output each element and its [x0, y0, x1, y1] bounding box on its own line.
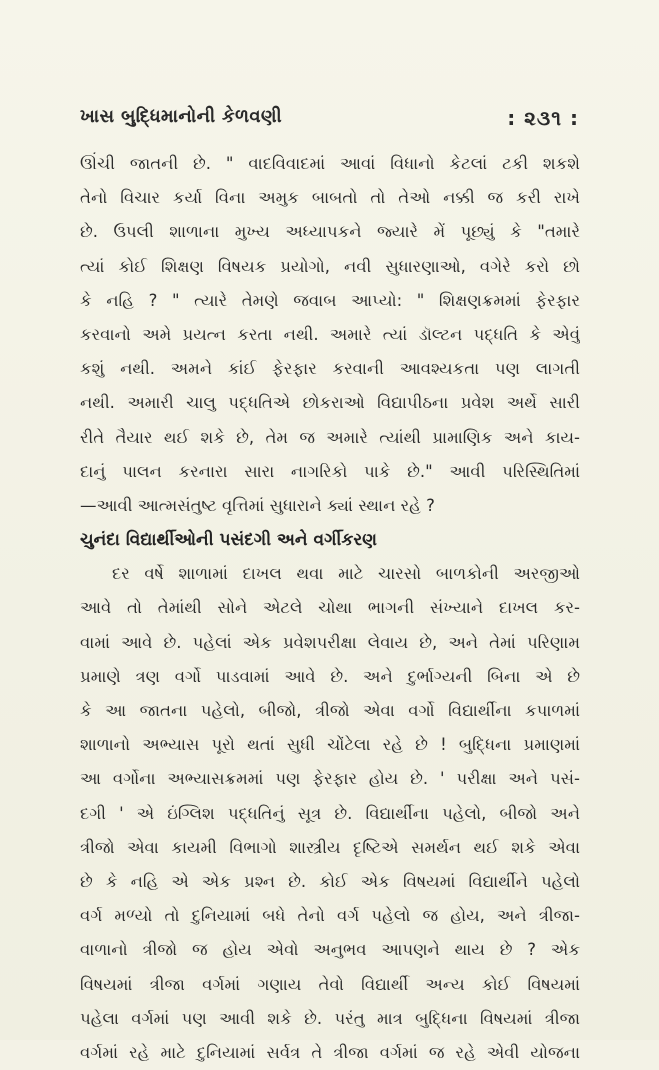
text-line: કશું નથી. અમને કાંઈ ફેરફાર કરવાની આવશ્યકતા પણ લાગતી	[80, 359, 580, 379]
text-line: ત્યાં કોઈ શિક્ષણ વિષયક પ્રયોગો, નવી સુધારણાઓ, વગેરે કરો છો	[80, 256, 580, 276]
text-line: આવે તો તેમાંથી સોને એટલે ચોથા ભાગની સંખ્યાને દાખલ કર-	[80, 598, 580, 618]
text-line: દર વર્ષે શાળામાં દાખલ થવા માટે ચારસો બાળકોની અરજીઓ	[112, 564, 580, 584]
text-line: —આવી આત્મસંતુષ્ટ વૃત્તિમાં સુધારાને ક્યાં સ્થાન રહે ?	[80, 495, 435, 515]
text-line: કે નહિ ? " ત્યારે તેમણે જવાબ આપ્યો: " શિક્ષણક્રમમાં ફેરફાર	[80, 290, 580, 310]
text-line: તેનો વિચાર કર્યા વિના અમુક બાબતો તો તેઓ નક્કી જ કરી રાખે	[80, 188, 580, 208]
text-line: કરવાનો અમે પ્રયત્ન કરતા નથી. અમારે ત્યાં ડૉલ્ટન પદ્ધતિ કે એવું	[80, 324, 580, 344]
text-line: ત્રીજો એવા કાયમી વિભાગો શાસ્ત્રીય દૃષ્ટિએ સમર્થન થઈ શકે એવા	[80, 837, 580, 857]
running-head	[80, 106, 579, 138]
text-line: વર્ગમાં રહે માટે દુનિયામાં સર્વત્ર તે ત્રીજા વર્ગમાં જ રહે એવી યોજના	[80, 1042, 580, 1062]
running-title: ખાસ બુદ્ધિમાનોની કેળવણી	[80, 106, 282, 127]
text-line: દગી ' એ ઇંગ્લિશ પદ્ધતિનું સૂત્ર છે. વિદ્યાર્થીના પહેલો, બીજો અને	[80, 803, 580, 823]
section-heading: ચુનંદા વિદ્યાર્થીઓની પસંદગી અને વર્ગીકરણ	[80, 530, 377, 551]
text-line: કે આ જાતના પહેલો, બીજો, ત્રીજો એવા વર્ગો વિદ્યાર્થીના કપાળમાં	[80, 701, 580, 720]
text-line: વાળાનો ત્રીજો જ હોય એવો અનુભવ આપણને થાય છે ? એક	[80, 940, 580, 960]
text-line: વામાં આવે છે. પહેલાં એક પ્રવેશપરીક્ષા લેવાય છે, અને તેમાં પરિણામ	[80, 632, 580, 652]
text-line: છે. ઉપલી શાળાના મુખ્ય અધ્યાપકને જ્યારે મેં પૂછ્યું કે "તમારે	[80, 222, 580, 242]
text-line: નથી. અમારી ચાલુ પદ્ધતિએ છોકરાઓ વિદ્યાપીઠના પ્રવેશ અર્થે સારી	[80, 393, 580, 413]
text-line: ઊંચી જાતની છે. " વાદવિવાદમાં આવાં વિધાનો કેટલાં ટકી શકશે	[80, 154, 580, 173]
text-line: દાનું પાલન કરનારા સારા નાગરિકો પાકે છે." આવી પરિસ્થિતિમાં	[80, 461, 580, 481]
text-line: શાળાનો અભ્યાસ પૂરો થતાં સુધી ચોંટેલા રહે છે ! બુદ્ધિના પ્રમાણમાં	[80, 735, 580, 755]
text-line: વિષયમાં ત્રીજા વર્ગમાં ગણાય તેવો વિદ્યાર્થી અન્ય કોઈ વિષયમાં	[80, 974, 580, 994]
text-line: છે કે નહિ એ એક પ્રશ્ન છે. કોઈ એક વિષયમાં વિદ્યાર્થીને પહેલો	[80, 871, 580, 891]
text-line: વર્ગ મળ્યો તો દુનિયામાં બધે તેનો વર્ગ પહેલો જ હોય, અને ત્રીજા-	[80, 906, 580, 926]
text-line: આ વર્ગોના અભ્યાસક્રમમાં પણ ફેરફાર હોય છે. ' પરીક્ષા અને પસં-	[80, 769, 580, 789]
text-line: રીતે તૈયાર થઈ શકે છે, તેમ જ અમારે ત્યાંથી પ્રામાણિક અને કાય-	[80, 427, 580, 447]
text-line: પ્રમાણે ત્રણ વર્ગો પાડવામાં આવે છે. અને દુર્ભાગ્યની બિના એ છે	[80, 666, 580, 686]
text-line: પહેલા વર્ગમાં પણ આવી શકે છે. પરંતુ માત્ર બુદ્ધિના વિષયમાં ત્રીજા	[80, 1008, 580, 1028]
page-number: : ૨૩૧ :	[507, 106, 579, 130]
body-text	[80, 147, 580, 1070]
